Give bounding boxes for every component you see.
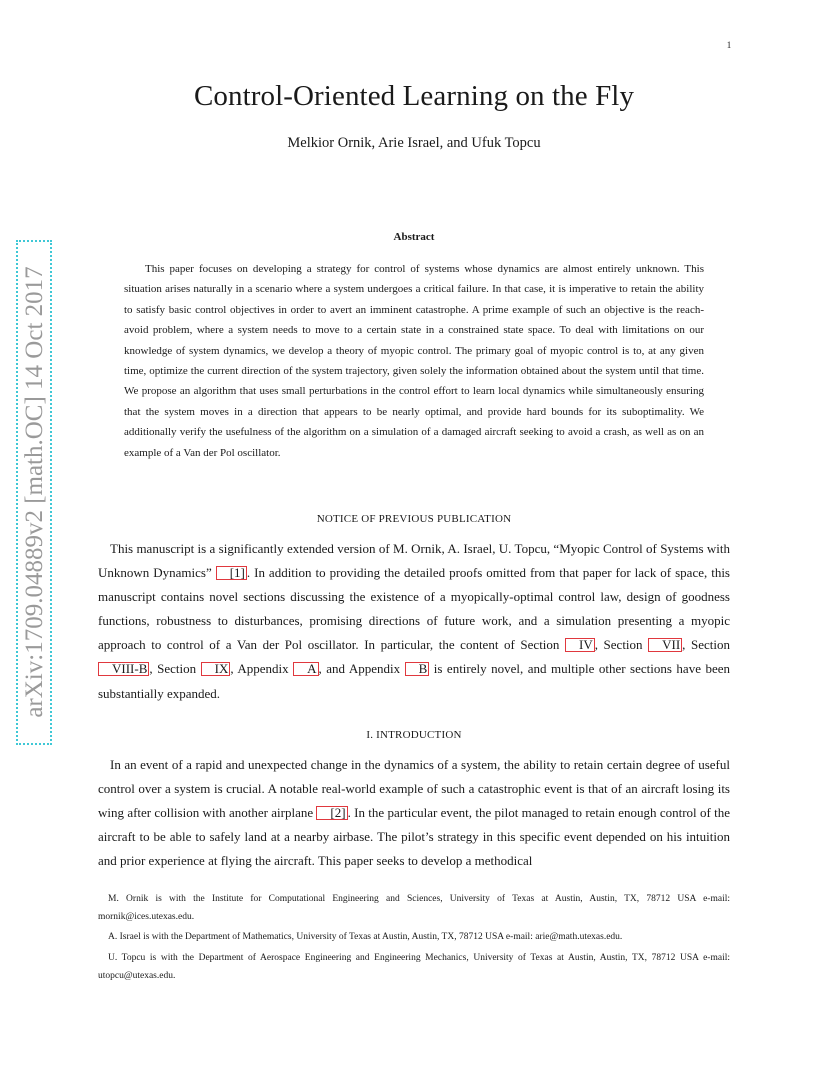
abstract-body: This paper focuses on developing a strategy for control of systems whose dynamics are almost entirely unknown. This situation arises naturally in a scenario where a system undergoes a critical failure. In that case, it is imperative to retain the ability to satisfy basic control objectives in order to avert an imminent catastrophe. A prime example of such an objective is the reach-avoid problem, where a system needs to move to a certain state in a constrained state space. To deal with limitations on our knowledge of system dynamics, we develop a theory of myopic control. The primary goal of myopic control is to, at any given time, optimize the current direction of the system trajectory, given solely the information obtained about the system until that time. We propose an algorithm that uses small perturbations in the control effort to learn local dynamics while simultaneously ensuring that the system moves in a direction that appears to be nearly optimal, and provide hard bounds for its suboptimality. We additionally verify the usefulness of the algorithm on a simulation of a damaged aircraft seeking to avoid a crash, as well as on an example of a Van der Pol oscillator. bbox=[124, 263, 704, 459]
footnote-topcu: U. Topcu is with the Department of Aerospace Engineering and Engineering Mechanics, University of Texas at Austin, Austin, TX, 78712 USA e-mail: utopcu@utexas.edu. bbox=[98, 952, 730, 981]
section-link-iv[interactable]: IV bbox=[565, 638, 595, 652]
arxiv-identifier: arXiv:1709.04889v2 [math.OC] 14 Oct 2017 bbox=[21, 266, 48, 718]
notice-heading: NOTICE OF PREVIOUS PUBLICATION bbox=[316, 513, 512, 525]
paper-title: Control-Oriented Learning on the Fly bbox=[193, 80, 635, 112]
section-link-vii[interactable]: VII bbox=[648, 638, 682, 652]
section-link-viii-b[interactable]: VIII-B bbox=[98, 662, 149, 676]
appendix-link-b[interactable]: B bbox=[405, 662, 430, 676]
citation-link-2[interactable]: [2] bbox=[316, 806, 347, 820]
footnotes bbox=[98, 890, 730, 987]
author-list: Melkior Ornik, Arie Israel, and Ufuk Topcu bbox=[287, 135, 541, 151]
footnote-israel: A. Israel is with the Department of Mathematics, University of Texas at Austin, Austin, TX, 78712 USA e-mail: arie@math.utexas.edu. bbox=[108, 932, 623, 943]
appendix-link-a[interactable]: A bbox=[293, 662, 318, 676]
citation-link-1[interactable]: [1] bbox=[216, 566, 247, 580]
footnote-ornik: M. Ornik is with the Institute for Computational Engineering and Sciences, University of Texas at Austin, Austin, TX, 78712 USA e-mail: mornik@ices.utexas.edu. bbox=[98, 894, 730, 923]
introduction-paragraph: In an event of a rapid and unexpected change in the dynamics of a system, the ability to retain certain degree of useful control over a system is crucial. A notable real-world example of such a catastrophic event is that of an aircraft losing its wing after collision with another airplane [2] . In the particular event, the pilot managed to retain enough control of the aircraft to be able to safely land at a nearby airbase. The pilot’s strategy in this specific event depended on his intuition and prior experience at flying the aircraft. This paper seeks to develop a methodical bbox=[98, 757, 730, 869]
arxiv-stamp bbox=[16, 240, 52, 745]
introduction-heading: I. INTRODUCTION bbox=[366, 729, 462, 741]
notice-paragraph: This manuscript is a significantly extended version of M. Ornik, A. Israel, U. Topcu, “Myopic Control of Systems with Unknown Dynamics” [1] . In addition to providing the detailed proofs omitted from that paper for lack of space, this manuscript contains novel sections discussing the existence of a myopically-optimal control law, design of goodness functions, robustness to disturbances, promising directions of future work, and a simulation presenting a myopic approach to control of a Van der Pol oscillator. In particular, the content of Section IV , Section VII , Section VIII-B , Section IX , Appendix A , and Appendix B is entirely novel, and multiple other sections have been substantially expanded. bbox=[98, 541, 730, 701]
section-link-ix[interactable]: IX bbox=[201, 662, 231, 676]
page-number: 1 bbox=[726, 40, 732, 50]
abstract-heading: Abstract bbox=[393, 231, 435, 243]
